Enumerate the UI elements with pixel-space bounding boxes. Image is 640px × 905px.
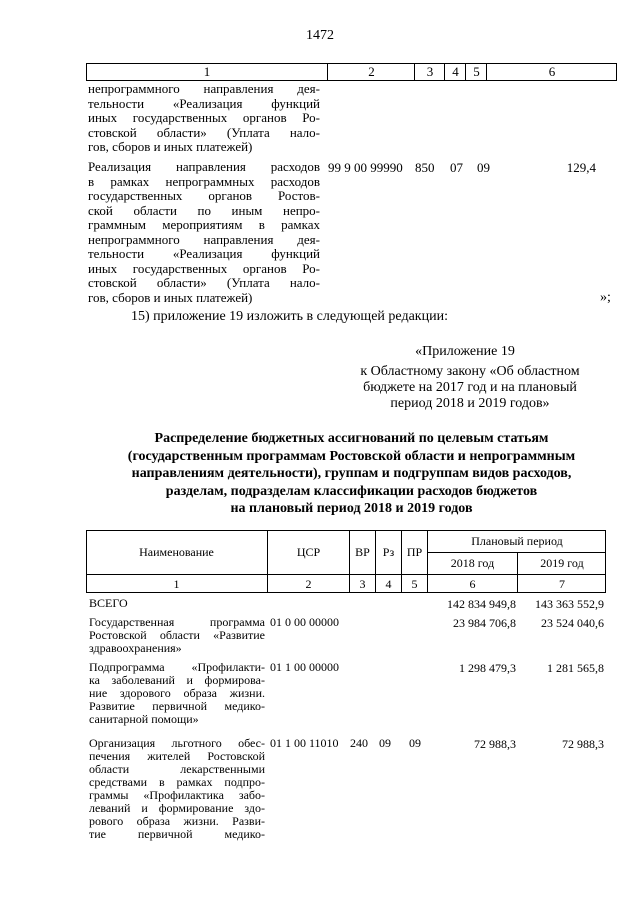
text-line: печения жителей Ростовской xyxy=(89,749,265,763)
row-3-vr: 240 xyxy=(350,736,368,750)
header-num-7: 7 xyxy=(517,574,606,593)
table1-row-b-pr: 09 xyxy=(477,160,490,175)
row-2-2018: 1 298 479,3 xyxy=(459,661,516,675)
page-number: 1472 xyxy=(306,28,334,43)
table1-header-col-5: 5 xyxy=(465,64,487,80)
row-1-2018: 23 984 706,8 xyxy=(453,616,516,630)
table1-header-col-3: 3 xyxy=(414,64,445,80)
appendix-line2: к Областному закону «Об областном xyxy=(360,364,580,379)
closing-quote: »; xyxy=(600,290,611,305)
text-line: ской области по иным непро- xyxy=(88,202,320,218)
table1-header-col-4: 4 xyxy=(444,64,466,80)
total-2019: 143 363 552,9 xyxy=(535,597,604,611)
row-3-2019: 72 988,3 xyxy=(562,737,604,751)
header-pr: ПР xyxy=(401,530,427,574)
row-3-csr: 01 1 00 11010 xyxy=(270,736,339,750)
text-line: государственных органов Ростов- xyxy=(88,188,320,203)
text-line: Реализация направления расходов xyxy=(88,159,320,174)
header-period: Плановый период xyxy=(427,530,606,552)
appendix-line4: период 2018 и 2019 годов» xyxy=(390,396,550,411)
text-line: непрограммного направления дея- xyxy=(88,231,320,247)
text-line: иных государственных органов Ро- xyxy=(88,110,320,125)
row-2-csr: 01 1 00 00000 xyxy=(270,660,339,674)
text-line: тельности «Реализация функций xyxy=(88,246,320,261)
row-1-2019: 23 524 040,6 xyxy=(541,616,604,630)
table1-header xyxy=(86,63,617,81)
text-line: гов, сборов и иных платежей) xyxy=(88,289,253,305)
header-num-4: 4 xyxy=(375,574,401,593)
text-line: Ростовской области «Развитие xyxy=(89,628,265,642)
row-3-name xyxy=(89,737,265,841)
header-2019: 2019 год xyxy=(517,552,606,574)
title-line: направлениям деятельности), группам и подгруппам видов расходов, xyxy=(131,466,572,481)
row-3-rz: 09 xyxy=(379,736,391,750)
header-name: Наименование xyxy=(139,544,214,559)
text-line: тельности «Реализация функций xyxy=(88,95,320,111)
text-line: ка заболеваний и формирова- xyxy=(89,673,265,687)
text-line: ние здорового образа жизни. xyxy=(89,686,265,700)
total-2018: 142 834 949,8 xyxy=(447,597,516,611)
text-line: Государственная программа xyxy=(89,615,265,629)
table1-header-col-1: 1 xyxy=(203,64,211,79)
text-line: Подпрограмма «Профилакти- xyxy=(89,660,265,674)
text-line: средствами в рамках подпро- xyxy=(89,775,265,789)
text-line: тие первичной медико- xyxy=(89,827,265,841)
header-vr: ВР xyxy=(349,530,375,574)
table1-row-b-csr: 99 9 00 99990 xyxy=(328,160,403,175)
text-line: санитарной помощи» xyxy=(89,712,199,726)
table1-row-b-vr: 850 xyxy=(415,160,435,175)
text-line: в рамках непрограммных расходов xyxy=(88,173,320,189)
text-line: непрограммного направления дея- xyxy=(88,81,320,96)
text-line: Развитие первичной медико- xyxy=(89,699,265,713)
text-line: граммы «Профилактика забо- xyxy=(89,788,265,802)
text-line: Организация льготного обес- xyxy=(89,736,265,750)
text-line: области лекарственными xyxy=(89,762,265,776)
table1-row-b-amount: 129,4 xyxy=(566,160,596,175)
header-csr: ЦСР xyxy=(267,530,349,574)
title-line: разделам, подразделам классификации расходов бюджетов xyxy=(165,483,538,499)
text-line: иных государственных органов Ро- xyxy=(88,260,320,276)
header-num-5: 5 xyxy=(401,574,427,593)
row-2-name xyxy=(89,661,265,726)
table2-header xyxy=(86,530,606,593)
appendix-line3: бюджете на 2017 год и на плановый xyxy=(363,380,577,395)
header-rz: Рз xyxy=(375,530,401,574)
title-line: Распределение бюджетных ассигнований по целевым статьям xyxy=(154,431,549,446)
document-title xyxy=(86,430,617,518)
row-3-2018: 72 988,3 xyxy=(474,737,516,751)
text-line: здравоохранения» xyxy=(89,641,182,655)
table1-header-col-2: 2 xyxy=(327,64,415,80)
title-line: (государственным программам Ростовской области и непрограммным xyxy=(127,448,576,464)
header-num-6: 6 xyxy=(427,574,517,593)
header-num-3: 3 xyxy=(349,574,375,593)
text-line: рового образа жизни. Разви- xyxy=(89,814,265,828)
row-1-csr: 01 0 00 00000 xyxy=(270,615,339,629)
text-line: гов, сборов и иных платежей) xyxy=(88,139,253,154)
row-3-pr: 09 xyxy=(409,736,421,750)
total-label: ВСЕГО xyxy=(89,596,128,610)
header-2018: 2018 год xyxy=(427,552,517,574)
table1-header-col-6: 6 xyxy=(486,64,617,80)
row-1-name xyxy=(89,616,265,655)
table1-row-a-name xyxy=(88,82,320,155)
table1-row-b-rz: 07 xyxy=(450,160,463,175)
text-line: граммным мероприятиям в рамках xyxy=(88,217,320,232)
table1-row-b-name xyxy=(88,160,320,305)
paragraph-15: 15) приложение 19 изложить в следующей редакции: xyxy=(131,309,448,324)
text-line: стовской области» (Уплата нало- xyxy=(88,124,320,140)
header-num-1: 1 xyxy=(86,574,267,593)
appendix-line1: «Приложение 19 xyxy=(415,344,515,359)
header-num-2: 2 xyxy=(267,574,349,593)
text-line: леваний и формирование здо- xyxy=(89,801,265,815)
row-2-2019: 1 281 565,8 xyxy=(547,661,604,675)
title-line: на плановый период 2018 и 2019 годов xyxy=(230,501,473,516)
text-line: стовской области» (Уплата нало- xyxy=(88,275,320,290)
